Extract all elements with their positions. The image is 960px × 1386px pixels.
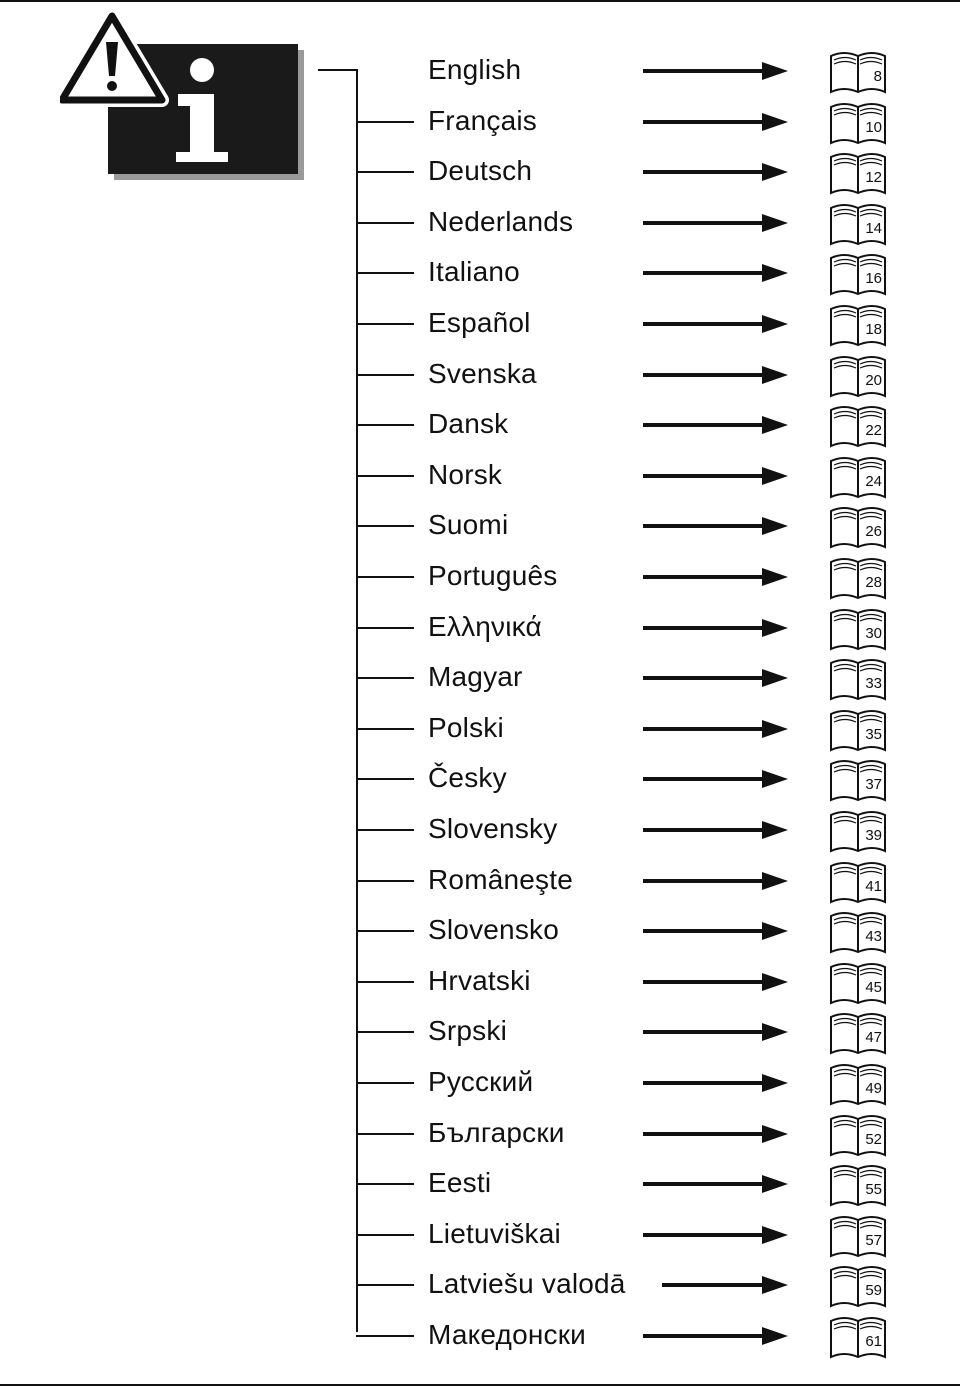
tree-branch (356, 829, 414, 831)
page-number: 28 (865, 574, 882, 591)
language-row[interactable] (0, 248, 960, 296)
page-number: 59 (865, 1282, 882, 1299)
language-name[interactable]: Česky (428, 762, 507, 793)
tree-branch (356, 374, 414, 376)
language-row[interactable] (0, 400, 960, 448)
arrow-right-icon (640, 466, 790, 486)
arrow-right-icon (640, 365, 790, 385)
top-rule (0, 0, 960, 2)
page-number: 55 (865, 1181, 882, 1198)
arrow-right-icon (640, 820, 790, 840)
page-number: 33 (865, 675, 882, 692)
language-name[interactable]: Español (428, 307, 531, 338)
language-row[interactable] (0, 754, 960, 802)
tree-branch (356, 627, 414, 629)
language-name[interactable]: Ελληνικά (428, 611, 542, 642)
language-name[interactable]: Italiano (428, 256, 520, 287)
tree-branch (356, 1133, 414, 1135)
tree-branch (356, 171, 414, 173)
arrow-right-icon (640, 871, 790, 891)
language-row[interactable] (0, 1109, 960, 1157)
arrow-right-icon (640, 1174, 790, 1194)
language-name[interactable]: Polski (428, 712, 504, 743)
language-name[interactable]: Македонски (428, 1319, 586, 1350)
language-name[interactable]: Dansk (428, 408, 509, 439)
page-number: 16 (865, 270, 882, 287)
arrow-right-icon (640, 719, 790, 739)
tree-branch (356, 1082, 414, 1084)
tree-branch (356, 272, 414, 274)
tree-branch (356, 121, 414, 123)
page-number: 10 (865, 119, 882, 136)
page-number: 18 (865, 321, 882, 338)
page-number: 49 (865, 1080, 882, 1097)
page-number: 30 (865, 625, 882, 642)
tree-branch (356, 576, 414, 578)
arrow-right-icon (640, 1225, 790, 1245)
page-number: 20 (865, 372, 882, 389)
language-row[interactable] (0, 906, 960, 954)
arrow-right-icon (640, 516, 790, 536)
language-row[interactable] (0, 856, 960, 904)
language-name[interactable]: Româneşte (428, 864, 573, 895)
page-number: 8 (873, 68, 882, 85)
page-number: 41 (865, 878, 882, 895)
language-row[interactable] (0, 451, 960, 499)
language-row[interactable] (0, 704, 960, 752)
arrow-right-icon (640, 1326, 790, 1346)
arrow-right-icon (640, 61, 790, 81)
tree-branch (356, 677, 414, 679)
tree-branch (356, 1335, 414, 1337)
tree-branch (356, 424, 414, 426)
language-name[interactable]: Norsk (428, 459, 503, 490)
language-name[interactable]: Português (428, 560, 558, 591)
language-row[interactable] (0, 1210, 960, 1258)
language-row[interactable] (0, 805, 960, 853)
language-name[interactable]: Nederlands (428, 206, 574, 237)
language-row[interactable] (0, 653, 960, 701)
language-name[interactable]: Magyar (428, 661, 523, 692)
tree-branch (356, 728, 414, 730)
language-row[interactable] (0, 1311, 960, 1359)
language-name[interactable]: Srpski (428, 1015, 507, 1046)
language-row[interactable] (0, 1058, 960, 1106)
language-row[interactable] (0, 603, 960, 651)
language-row[interactable] (0, 46, 960, 94)
language-row[interactable] (0, 198, 960, 246)
arrow-right-icon (640, 1022, 790, 1042)
language-row[interactable] (0, 97, 960, 145)
language-row[interactable] (0, 957, 960, 1005)
language-name[interactable]: Slovensko (428, 914, 559, 945)
page-number: 52 (865, 1131, 882, 1148)
language-name[interactable]: Hrvatski (428, 965, 531, 996)
tree-branch (356, 981, 414, 983)
page-number: 26 (865, 523, 882, 540)
language-name[interactable]: Slovensky (428, 813, 558, 844)
arrow-right-icon (640, 1073, 790, 1093)
arrow-right-icon (640, 314, 790, 334)
language-name[interactable]: Suomi (428, 509, 509, 540)
page-number: 24 (865, 473, 882, 490)
arrow-right-icon (640, 213, 790, 233)
arrow-right-icon (640, 415, 790, 435)
arrow-right-icon (640, 618, 790, 638)
tree-branch (356, 222, 414, 224)
tree-branch (356, 323, 414, 325)
page-number: 35 (865, 726, 882, 743)
tree-branch (356, 1234, 414, 1236)
page-number: 47 (865, 1029, 882, 1046)
tree-branch (356, 475, 414, 477)
arrow-right-icon (640, 972, 790, 992)
tree-branch (356, 1183, 414, 1185)
language-row[interactable] (0, 552, 960, 600)
page-number: 57 (865, 1232, 882, 1249)
language-row[interactable] (0, 1260, 960, 1308)
language-row[interactable] (0, 299, 960, 347)
arrow-right-icon (640, 1124, 790, 1144)
page-number: 37 (865, 776, 882, 793)
page-number: 22 (865, 422, 882, 439)
language-row[interactable] (0, 350, 960, 398)
tree-branch (356, 1031, 414, 1033)
language-name[interactable]: Русский (428, 1066, 534, 1097)
tree-branch (356, 1284, 414, 1286)
page-number: 39 (865, 827, 882, 844)
language-row[interactable] (0, 1159, 960, 1207)
language-row[interactable] (0, 501, 960, 549)
arrow-right-icon (640, 1275, 790, 1295)
page-number: 12 (865, 169, 882, 186)
language-name[interactable]: Eesti (428, 1167, 492, 1198)
language-name[interactable]: English (428, 54, 522, 85)
tree-branch (356, 930, 414, 932)
arrow-right-icon (640, 668, 790, 688)
arrow-right-icon (640, 162, 790, 182)
arrow-right-icon (640, 567, 790, 587)
language-name[interactable]: Français (428, 105, 537, 136)
language-name[interactable]: Lietuviškai (428, 1218, 561, 1249)
page-number: 61 (865, 1333, 882, 1350)
arrow-right-icon (640, 769, 790, 789)
language-row[interactable] (0, 1007, 960, 1055)
page-number: 45 (865, 979, 882, 996)
language-name[interactable]: Svenska (428, 358, 537, 389)
tree-branch (356, 778, 414, 780)
tree-branch (356, 525, 414, 527)
tree-branch (356, 880, 414, 882)
language-name[interactable]: Deutsch (428, 155, 533, 186)
language-row[interactable] (0, 147, 960, 195)
arrow-right-icon (640, 263, 790, 283)
arrow-right-icon (640, 921, 790, 941)
page-number: 43 (865, 928, 882, 945)
language-name[interactable]: Latviešu valodā (428, 1268, 626, 1299)
arrow-right-icon (640, 112, 790, 132)
page-number: 14 (865, 220, 882, 237)
language-name[interactable]: Български (428, 1117, 565, 1148)
